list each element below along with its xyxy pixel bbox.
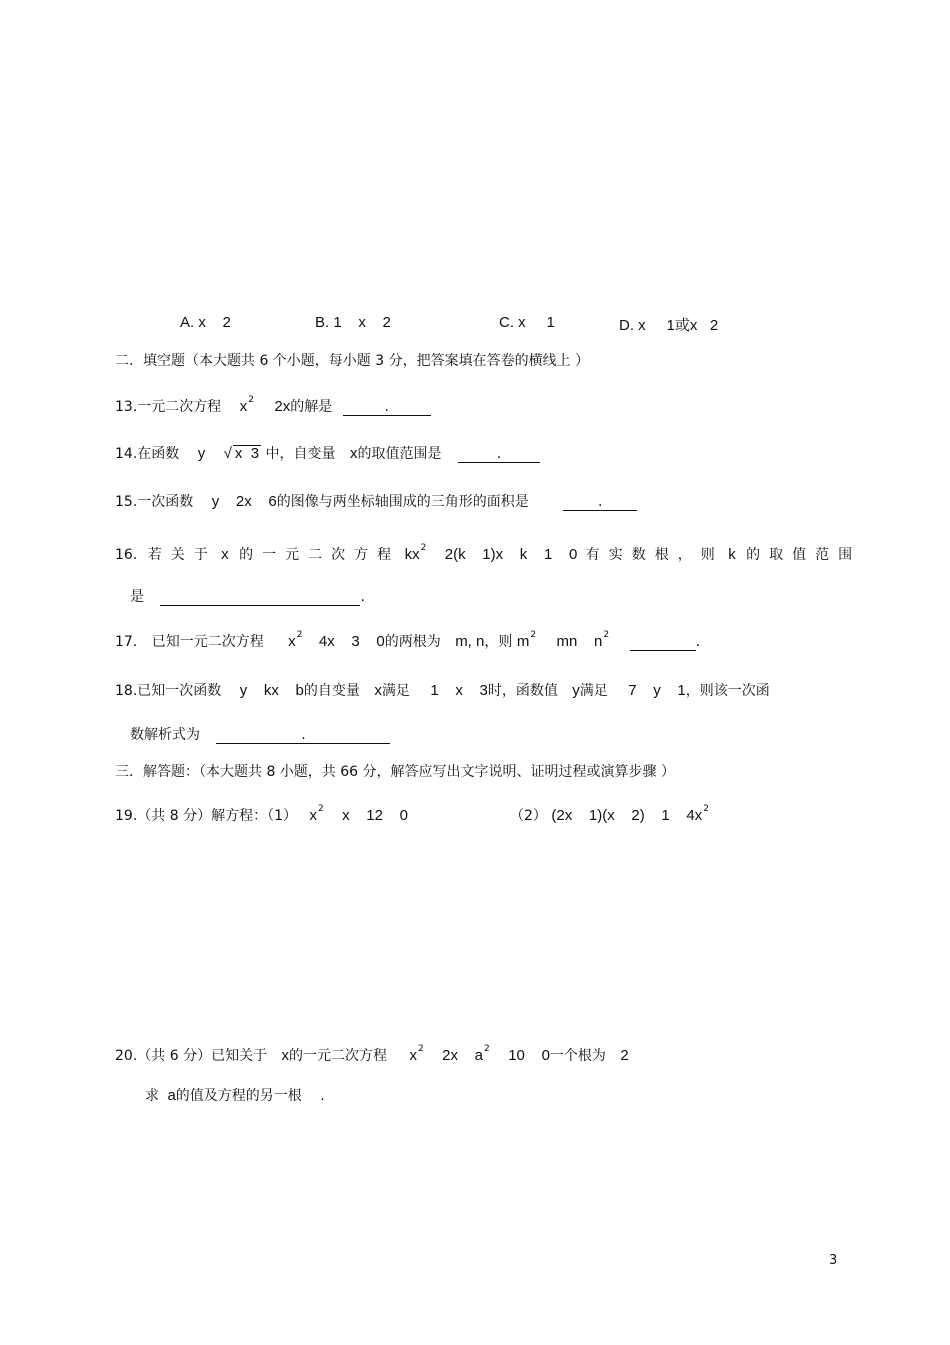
question-17: 17. 已知一元二次方程 $x^2$ 4x 3 0的两根为 m, n，则 $m^2$ mn $n^2$ . <box>115 630 701 650</box>
option-c: C. x 1 <box>499 314 555 331</box>
option-b: B. 1 x 2 <box>315 314 391 331</box>
question-13: 13.一元二次方程 $x^2$ 2x的解是 . <box>115 396 431 416</box>
question-18: 18.已知一次函数 y kx b的自变量 x满足 1 x 3时，函数值 y满足 7 y 1，则该一次函 <box>115 682 770 699</box>
option-d: D. x 1或x 2 <box>619 317 719 334</box>
question-14: 14.在函数 y √ x 3 中，自变量 x的取值范围是 . <box>115 443 540 463</box>
question-20: 20.（共 6 分）已知关于 x的一元二次方程 $x^2$ 2x $a^2$ 10 0一个根为 2 <box>115 1044 629 1064</box>
question-16: 16. 若关于 x 的一元二次方程 $kx^2$ 2(k 1)x k 1 0 有实数根，则 k 的取值范围 <box>115 543 862 563</box>
question-19-part-2: （2） (2x 1)(x 2) 1 $4x^2$ <box>510 804 709 824</box>
question-18-line-2: 数解析式为 . <box>130 724 390 744</box>
answer-blank: . <box>458 447 540 463</box>
question-16-line-2: 是 . <box>130 589 365 605</box>
question-15: 15.一次函数 y 2x 6的图像与两坐标轴围成的三角形的面积是 . <box>115 491 637 511</box>
question-20-line-2: 求 a的值及方程的另一根 . <box>145 1087 325 1104</box>
section-2-heading: 二．填空题（本大题共 6 个小题，每小题 3 分，把答案填在答卷的横线上 ） <box>115 353 590 369</box>
answer-blank: . <box>343 400 431 416</box>
page-number: 3 <box>829 1253 838 1268</box>
answer-blank: . <box>563 495 637 511</box>
answer-blank <box>160 590 360 606</box>
option-a: A. x 2 <box>180 314 231 331</box>
answer-blank <box>630 635 696 651</box>
section-3-heading: 三．解答题：（本大题共 8 小题，共 66 分，解答应写出文字说明、证明过程或演算步骤 ） <box>115 764 675 780</box>
answer-blank: . <box>216 728 390 744</box>
question-19: 19.（共 8 分）解方程：（1） $x^2$ x 12 0 <box>115 804 408 824</box>
